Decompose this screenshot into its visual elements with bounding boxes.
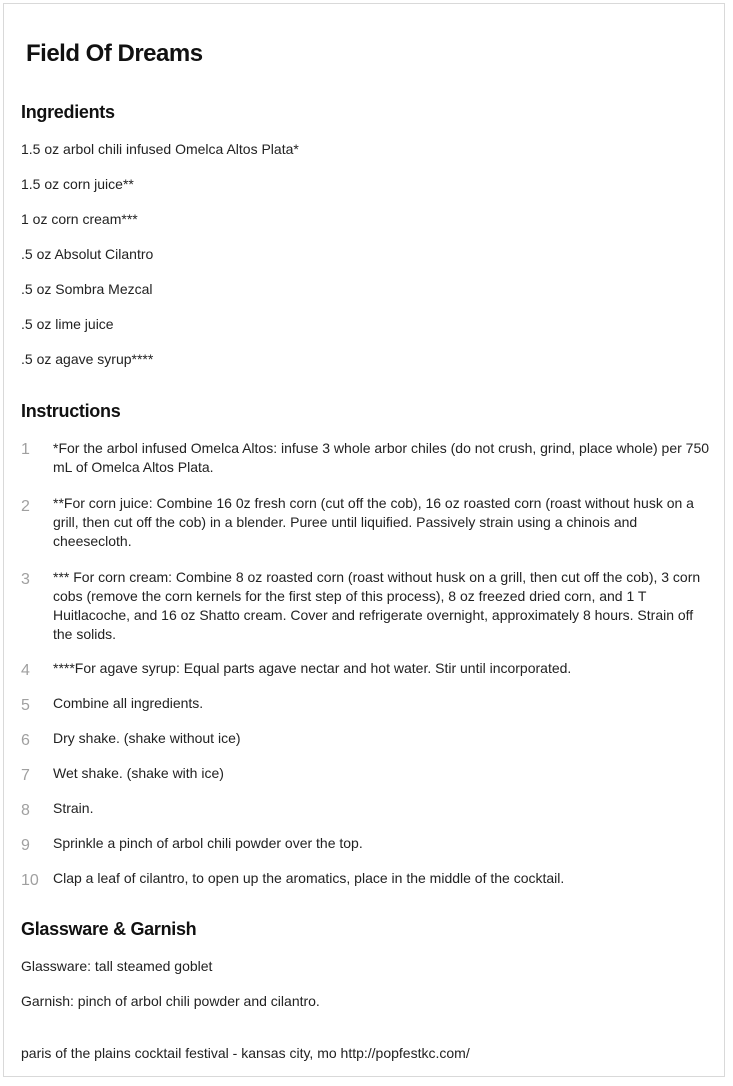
ingredient-item: 1 oz corn cream***: [21, 211, 138, 227]
recipe-title: Field Of Dreams: [26, 40, 203, 67]
instructions-heading: Instructions: [21, 401, 121, 421]
step-text: Wet shake. (shake with ice): [53, 765, 224, 781]
ingredient-item: 1.5 oz corn juice**: [21, 176, 134, 192]
step-number: 10: [21, 872, 39, 889]
glassware-line: Glassware: tall steamed goblet: [21, 958, 213, 974]
garnish-line: Garnish: pinch of arbol chili powder and cilantro.: [21, 993, 320, 1009]
ingredient-item: .5 oz agave syrup****: [21, 351, 154, 367]
step-number: 7: [21, 767, 30, 784]
ingredient-item: 1.5 oz arbol chili infused Omelca Altos Plata*: [21, 141, 299, 157]
step-text: Sprinkle a pinch of arbol chili powder over the top.: [53, 835, 363, 851]
step-text: *For the arbol infused Omelca Altos: infuse 3 whole arbor chiles (do not crush, grind, place whole) per 750 mL of Omelca Altos Plata.: [53, 440, 710, 475]
ingredient-item: .5 oz Sombra Mezcal: [21, 281, 153, 297]
ingredients-heading: Ingredients: [21, 102, 115, 122]
ingredient-item: .5 oz Absolut Cilantro: [21, 246, 154, 262]
ingredient-item: .5 oz lime juice: [21, 316, 114, 332]
step-number: 1: [21, 441, 30, 458]
step-number: 6: [21, 732, 30, 749]
step-text: Dry shake. (shake without ice): [53, 730, 241, 746]
step-text: Combine all ingredients.: [53, 695, 204, 711]
step-text: Clap a leaf of cilantro, to open up the aromatics, place in the middle of the cocktail.: [53, 870, 565, 886]
source-footer: paris of the plains cocktail festival - kansas city, mo http://popfestkc.com/: [21, 1045, 470, 1061]
step-number: 8: [21, 802, 30, 819]
step-number: 5: [21, 697, 30, 714]
step-number: 4: [21, 662, 30, 679]
step-text: ****For agave syrup: Equal parts agave nectar and hot water. Stir until incorporated.: [53, 660, 572, 676]
step-number: 3: [21, 571, 30, 588]
step-text: *** For corn cream: Combine 8 oz roasted corn (roast without husk on a grill, then cut off the cob), 3 corn cobs (remove the corn kernels for the first step of this process), 8 oz freezed dried corn, and 1 T Huitlacoche, and 16 oz Shatto cream. Cover and refrigerate overnight, approximately 8 hours. Strain off the solids.: [53, 569, 701, 642]
step-number: 2: [21, 498, 30, 515]
step-text: Strain.: [53, 800, 94, 816]
glassware-garnish-heading: Glassware & Garnish: [21, 919, 197, 939]
step-text: **For corn juice: Combine 16 0z fresh corn (cut off the cob), 16 oz roasted corn (roast without husk on a grill, then cut off the cob) in a blender. Puree until liquified. Passively strain using a chinois and cheesecloth.: [53, 495, 694, 549]
recipe-card: [3, 3, 725, 1077]
step-number: 9: [21, 837, 30, 854]
